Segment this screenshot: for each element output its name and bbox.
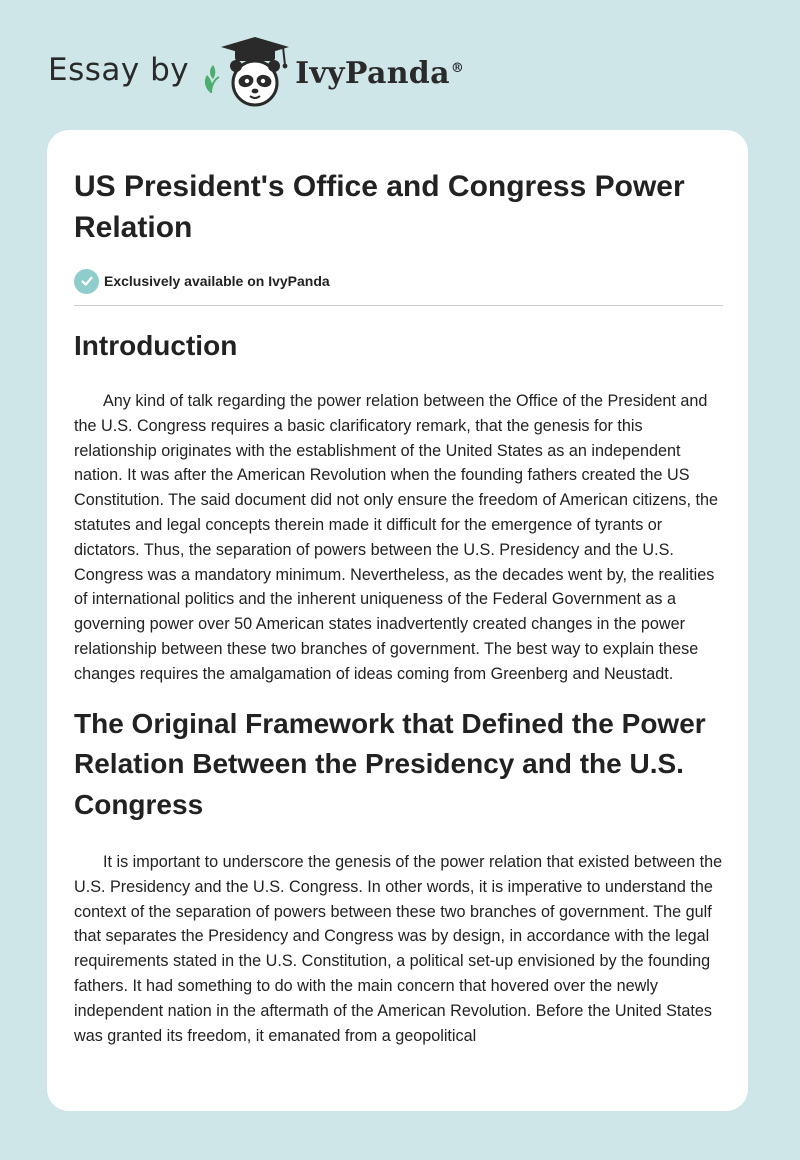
section-heading-introduction: Introduction [74,330,238,361]
check-icon [74,269,99,294]
divider [74,305,723,306]
article-card [47,130,748,1111]
article-title: US President's Office and Congress Power Relation [74,170,685,244]
registered-mark: ® [450,60,465,76]
exclusive-notice [74,268,723,294]
brand-prefix: Essay by [48,52,190,88]
exclusive-label: Exclusively available on IvyPanda [104,273,330,289]
section-paragraph-original-framework: It is important to underscore the genesis of the power relation that existed between the U.S. Presidency and the U.S. Congress. In other words, it is imperative to understand the context of the separation of powers between these two branches of government. The gulf that separates the Presidency and Congress was by design, in accordance with the legal requirements stated in the U.S. Constitution, a political set-up envisioned by the founding fathers. It had something to do with the main concern that hovered over the newly independent nation in the aftermath of the American Revolution. Before the United States was granted its freedom, it emanated from a geopolitical [74,853,723,1045]
section-heading-original-framework: The Original Framework that Defined the Power Relation Between the Presidency and the U.S. Congress [74,707,706,820]
brand-header[interactable] [48,36,464,108]
section-paragraph-introduction: Any kind of talk regarding the power relation between the Office of the President and the U.S. Congress requires a basic clarificatory remark, that the genesis for this relationship originates with the establishment of the United States as an independent nation. It was after the American Revolution when the founding fathers created the US Constitution. The said document did not only ensure the freedom of American citizens, the statutes and legal concepts therein made it difficult for the emergence of tyrants or dictators. Thus, the separation of powers between the U.S. Presidency and the U.S. Congress was a mandatory minimum. Nevertheless, as the decades went by, the realities of international politics and the inherent uniqueness of the Federal Government as a governing power over 50 American states inadvertently created changes in the power relationship between these two branches of government. The best way to explain these changes requires the amalgamation of ideas coming from Greenberg and Neustadt. [74,392,718,683]
panda-graduation-cap-icon [201,35,293,109]
brand-name: IvyPanda® [295,55,465,91]
article-content [74,166,723,1048]
